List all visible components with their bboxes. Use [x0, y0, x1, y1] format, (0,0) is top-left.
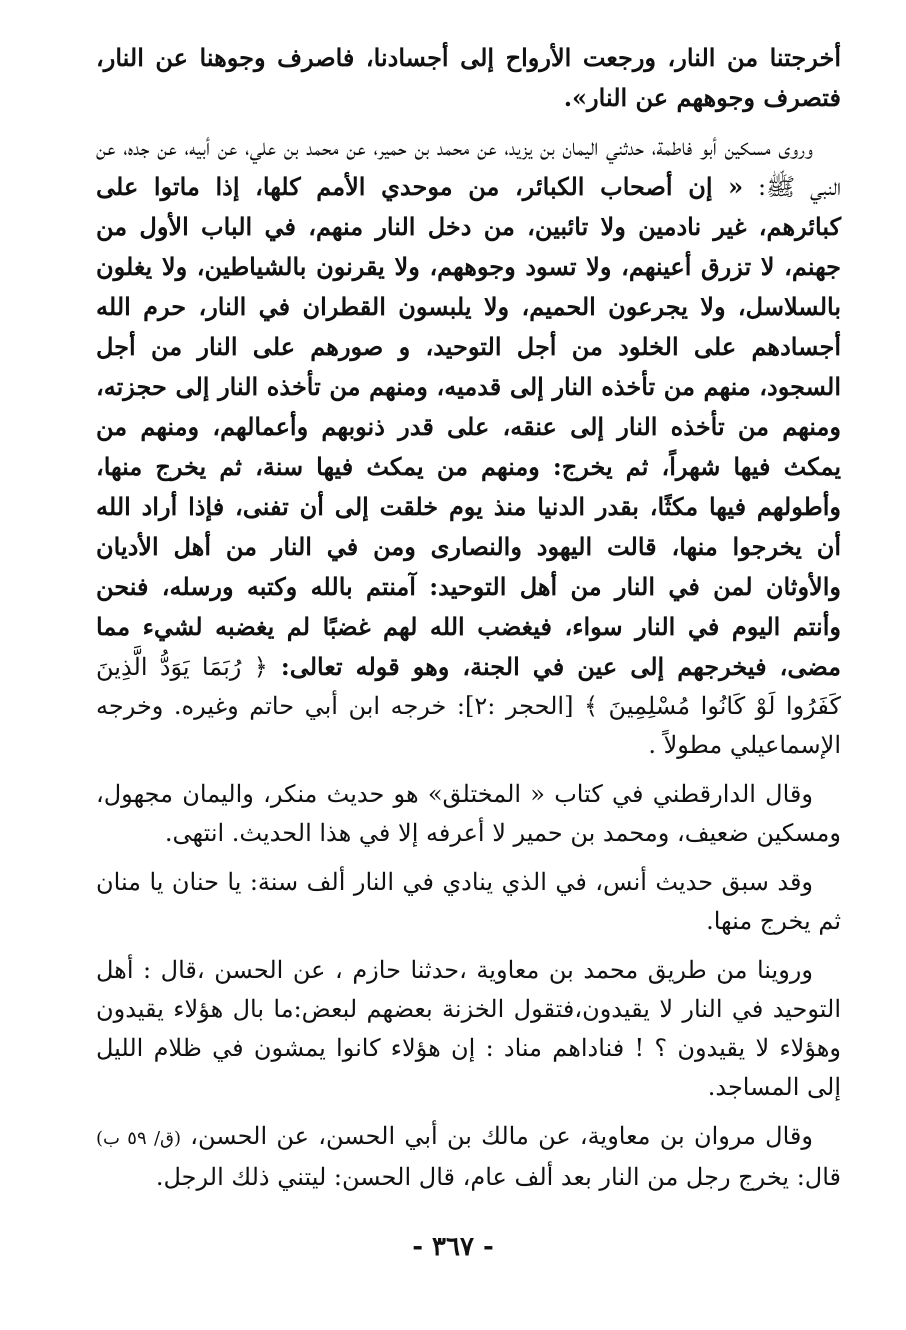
paragraph-3-text: وقال الدارقطني في كتاب « المختلق» هو حديث منكر، واليمان مجهول، ومسكين ضعيف، ومحمد بن حمير لا أعرفه إلا في هذا الحديث. انتهى. — [96, 780, 841, 847]
paragraph-3 — [96, 775, 841, 853]
paragraph-6-text-end: قال: يخرج رجل من النار بعد ألف عام، قال الحسن: ليتني ذلك الرجل. — [155, 1163, 841, 1191]
paragraph-6-text-start: وقال مروان بن معاوية، عن مالك بن أبي الحسن، عن الحسن، — [181, 1122, 813, 1150]
paragraph-2-quran-citation: ﴿ رُبَمَا يَوَدُّ الَّذِينَ كَفَرُوا لَوْ كَانُوا مُسْلِمِينَ ﴾ [الحجر :٢]: خرجه ابن أبي حاتم وغيره. وخرجه الإسماعيلي مطولاً . — [96, 653, 841, 759]
document-body — [96, 38, 841, 1207]
paragraph-2 — [96, 128, 841, 765]
paragraph-5 — [96, 951, 841, 1107]
paragraph-6 — [96, 1117, 841, 1197]
paragraph-4 — [96, 863, 841, 941]
paragraph-2-hadith-text: « إن أصحاب الكبائر، من موحدي الأمم كلها، إذا ماتوا على كبائرهم، غير نادمين ولا تائبين، من دخل النار منهم، في الباب الأول من جهنم، لا تزرق أعينهم، ولا تسود وجوههم، ولا يقرنون بالشياطين، ولا يغلون بالسلاسل، ولا يجرعون الحميم، ولا يلبسون القطران في النار، حرم الله أجسادهم على الخلود من أجل التوحيد، و صورهم على النار من أجل السجود، منهم من تأخذه النار إلى قدميه، ومنهم من تأخذه النار إلى حجزته، ومنهم من تأخذه النار إلى عنقه، على قدر ذنوبهم وأعمالهم، ومنهم من يمكث فيها شهراً، ثم يخرج: ومنهم من يمكث فيها سنة، ثم يخرج منها، وأطولهم فيها مكثًا، بقدر الدنيا منذ يوم خلقت إلى أن تفنى، فإذا أراد الله أن يخرجوا منها، قالت اليهود والنصارى ومن في النار من أهل الأديان والأوثان لمن في النار من أهل التوحيد: آمنتم بالله وكتبه ورسله، فنحن وأنتم اليوم في النار سواء، فيغضب الله لهم غضبًا لم يغضبه لشيء مما مضى، فيخرجهم إلى عين في الجنة، وهو قوله تعالى: — [96, 172, 842, 681]
paragraph-1-text: أخرجتنا من النار، ورجعت الأرواح إلى أجسادنا، فاصرف وجوهنا عن النار، فتصرف وجوههم عن النار». — [96, 43, 841, 112]
paragraph-1 — [96, 38, 841, 118]
paragraph-4-text: وقد سبق حديث أنس، في الذي ينادي في النار ألف سنة: يا حنان يا منان ثم يخرج منها. — [96, 868, 841, 935]
manuscript-reference: (ق/ ٥٩ ب) — [96, 1128, 182, 1149]
paragraph-5-text: وروينا من طريق محمد بن معاوية ،حدثنا حازم ، عن الحسن ،قال : أهل التوحيد في النار لا يقيدون،فتقول الخزنة بعضهم لبعض:ما بال هؤلاء يقيدون وهؤلاء لا يقيدون ؟ ! فناداهم مناد : إن هؤلاء كانوا يمشون في ظلام الليل إلى المساجد. — [96, 956, 841, 1101]
page-number: - ٣٦٧ - — [412, 1232, 494, 1262]
paragraph-2-isnad: وروى مسكين أبو فاطمة، حدثني اليمان بن يزيد، عن محمد بن حمير، عن محمد بن علي، عن أبيه، عن جده، عن النبي ﷺ: — [96, 133, 841, 201]
